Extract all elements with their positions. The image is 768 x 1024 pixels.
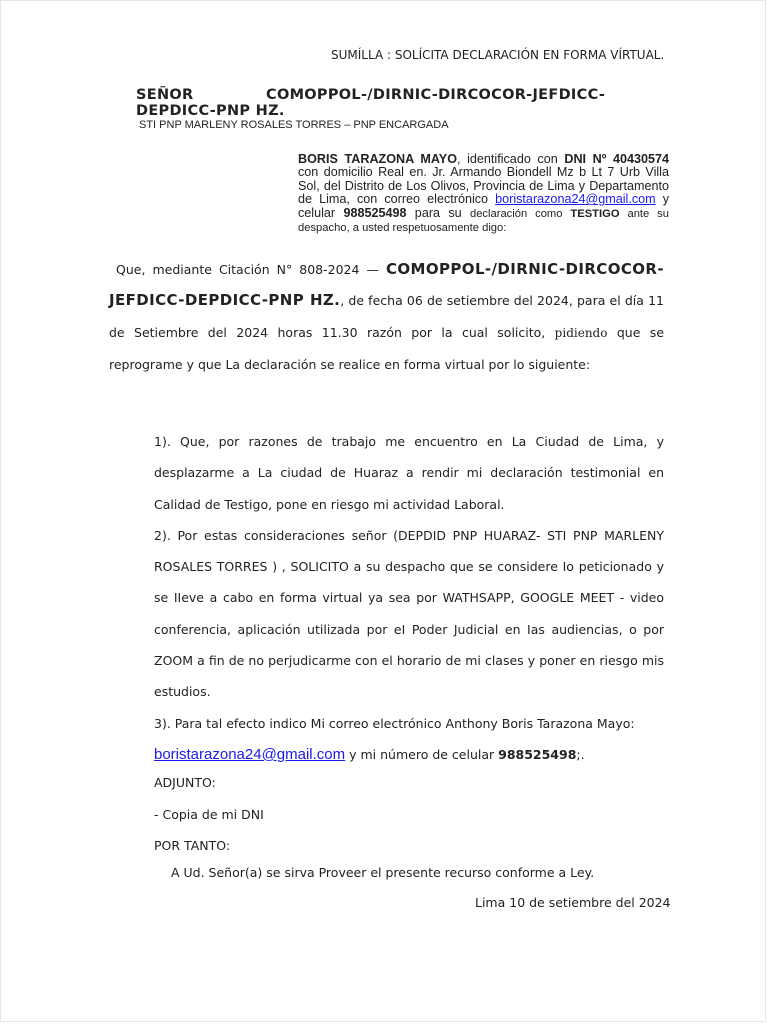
testigo: TESTIGO (570, 207, 620, 220)
addressee-officer: STI PNP MARLENY ROSALES TORRES – PNP ENCARGADA (139, 119, 449, 131)
identification-block (298, 153, 669, 235)
main-paragraph (109, 254, 664, 380)
para-text: , de fecha 06 de setiembre del 2024, para el día 11 de Setiembre del 2024 horas 11.30 razón por la cual solicito, (109, 293, 664, 340)
list-text: ;. (576, 746, 585, 762)
reason-2: 2). Por estas consideraciones señor (DEPDID PNP HUARAZ- STI PNP MARLENY ROSALES TORRES ) , SOLICITO a su despacho que se considere Io peticionado y se IIeve a cabo en forma virtual ya sea por WATHSAPP, GOOGLE MEET - video conferencia, aplicación utilizada por eI Poder Judicial en Ias audiencias, o por ZOOM a fin de no perjudicarme con el horario de mi clases y poner en riesgo mis estudios. (154, 527, 664, 700)
phone-2: 988525498 (498, 746, 577, 762)
ident-text: y celular (298, 192, 670, 220)
sumilla: SUMÍLLA : SOLÍCITA DECLARACIÓN EN FORMA VÍRTUAL. (331, 48, 665, 62)
reason-1: 1). Que, por razones de trabajo me encuentro en La Ciudad de Lima, y desplazarme a La ciudad de Huaraz a rendir mi declaración testimonial en Calidad de Testigo, pone en riesgo mi actividad Laboral. (154, 434, 664, 512)
dni: DNI Nº 40430574 (564, 152, 670, 166)
reasons-list (154, 426, 664, 770)
ident-text: ante su despacho, a usted respetuosamente digo: (298, 207, 669, 235)
petitioner-name: BORIS TARAZONA MAYO (298, 152, 457, 166)
para-text: Que, mediante Citación N° 808-2024 — (116, 262, 386, 277)
email-link-2[interactable]: boristarazona24@gmail.com (154, 745, 346, 763)
list-text: y mi número de celular (345, 746, 499, 762)
reason-3: 3). Para tal efecto indico Mi correo electrónico Anthony Boris Tarazona Mayo: (154, 715, 635, 731)
ident-text: para su (406, 205, 470, 220)
addressee (136, 87, 646, 119)
ident-text: declaración como (469, 207, 571, 220)
ident-text: con domicilio Real en. Jr. Armando Biondell Mz b Lt 7 Urb Villa Sol, del Distrito de Los Olivos, Provincia de Lima y Departamento de Lima, con correo electrónico (298, 165, 669, 207)
unit-reference: COMOPPOL-/DIRNIC-DIRCOCOR-JEFDICC-DEPDICC-PNP HZ. (109, 260, 664, 310)
adjunto-item: - Copia de mi DNI (154, 807, 264, 822)
ident-text: , identificado con (457, 152, 565, 166)
phone: 988525498 (343, 205, 407, 220)
para-text: que se reprograme y que La declaración se realice en forma virtual por lo siguiente: (109, 324, 665, 372)
reason-3-contact (154, 739, 664, 770)
closing-statement: A Ud. Señor(a) se sirva Proveer el presente recurso conforme a Ley. (171, 865, 595, 880)
addressee-unit-line1: COMOPPOL-/DIRNIC-DIRCOCOR-JEFDICC- (266, 87, 606, 103)
addressee-unit-line2: DEPDICC-PNP HZ. (136, 103, 285, 119)
date-line: Lima 10 de setiembre del 2024 (475, 895, 671, 910)
addressee-title: SEÑOR (136, 87, 194, 103)
adjunto-label: ADJUNTO: (154, 775, 216, 790)
para-text: pidiendo (554, 325, 608, 340)
email-link[interactable]: boristarazona24@gmail.com (495, 192, 656, 207)
por-tanto: POR TANTO: (154, 838, 231, 853)
